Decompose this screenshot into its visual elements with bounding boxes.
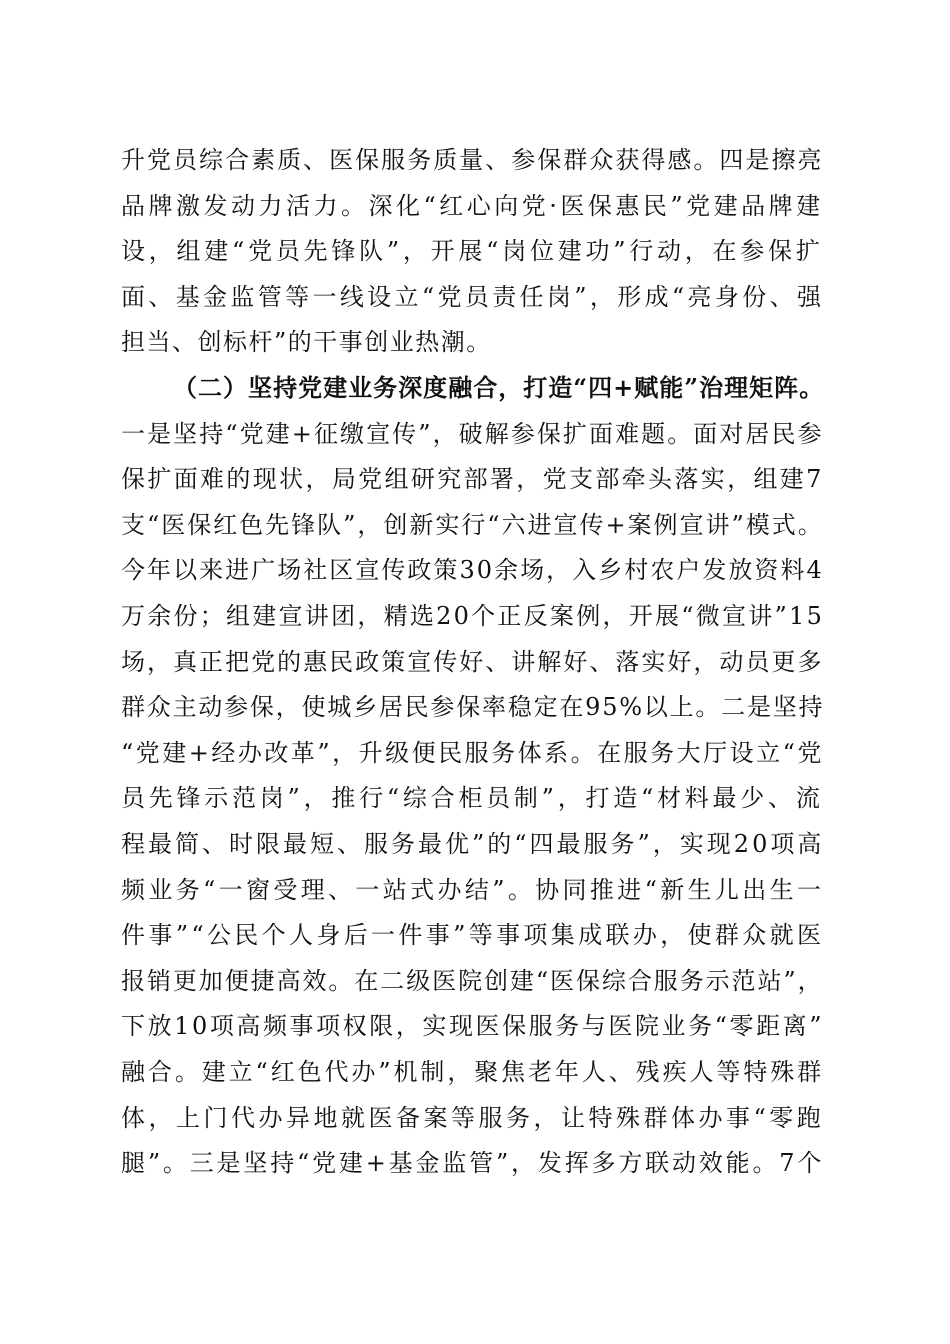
section-heading-line: （二）坚持党建业务深度融合，打造“四+赋能”治理矩阵。 xyxy=(173,373,825,402)
text-line: 报销更加便捷高效。在二级医院创建“医保综合服务示范站”， xyxy=(121,966,824,995)
text-line: 程最简、时限最短、服务最优”的“四最服务”，实现20项高 xyxy=(121,830,825,858)
text-line: 升党员综合素质、医保服务质量、参保群众获得感。四是擦亮 xyxy=(121,146,824,174)
text-line: 支“医保红色先锋队”，创新实行“六进宣传+案例宣讲”模式。 xyxy=(121,510,824,539)
text-line: 保扩面难的现状，局党组研究部署，党支部牵头落实，组建7 xyxy=(121,465,824,494)
text-line: 设，组建“党员先锋队”，开展“岗位建功”行动，在参保扩 xyxy=(121,237,824,266)
text-line: 频业务“一窗受理、一站式办结”。协同推进“新生儿出生一 xyxy=(121,875,825,904)
text-line: 今年以来进广场社区宣传政策30余场，入乡村农户发放资料4 xyxy=(121,556,824,585)
text-line: 件事”“公民个人身后一件事”等事项集成联办，使群众就医 xyxy=(121,921,825,950)
text-line: 一是坚持“党建+征缴宣传”，破解参保扩面难题。面对居民参 xyxy=(121,419,824,448)
text-line: 担当、创标杆”的干事创业热潮。 xyxy=(121,328,492,357)
text-line: 员先锋示范岗”，推行“综合柜员制”，打造“材料最少、流 xyxy=(121,784,824,813)
text-line: 品牌激发动力活力。深化“红心向党·医保惠民”党建品牌建 xyxy=(121,191,824,220)
text-line: 体，上门代办异地就医备案等服务，让特殊群体办事“零跑 xyxy=(121,1103,825,1132)
text-line: 融合。建立“红色代办”机制，聚焦老年人、残疾人等特殊群 xyxy=(121,1058,825,1086)
text-line: 腿”。三是坚持“党建+基金监管”，发挥多方联动效能。7个 xyxy=(121,1149,825,1178)
text-line: 场，真正把党的惠民政策宣传好、讲解好、落实好，动员更多 xyxy=(121,647,824,676)
text-line: 万余份；组建宣讲团，精选20个正反案例，开展“微宣讲”15 xyxy=(121,602,825,630)
text-line: 面、基金监管等一线设立“党员责任岗”，形成“亮身份、强 xyxy=(121,282,825,311)
text-line: 下放10项高频事项权限，实现医保服务与医院业务“零距离” xyxy=(121,1012,825,1041)
text-line: “党建+经办改革”，升级便民服务体系。在服务大厅设立“党 xyxy=(121,738,824,767)
text-line: 群众主动参保，使城乡居民参保率稳定在95%以上。二是坚持 xyxy=(121,693,825,722)
